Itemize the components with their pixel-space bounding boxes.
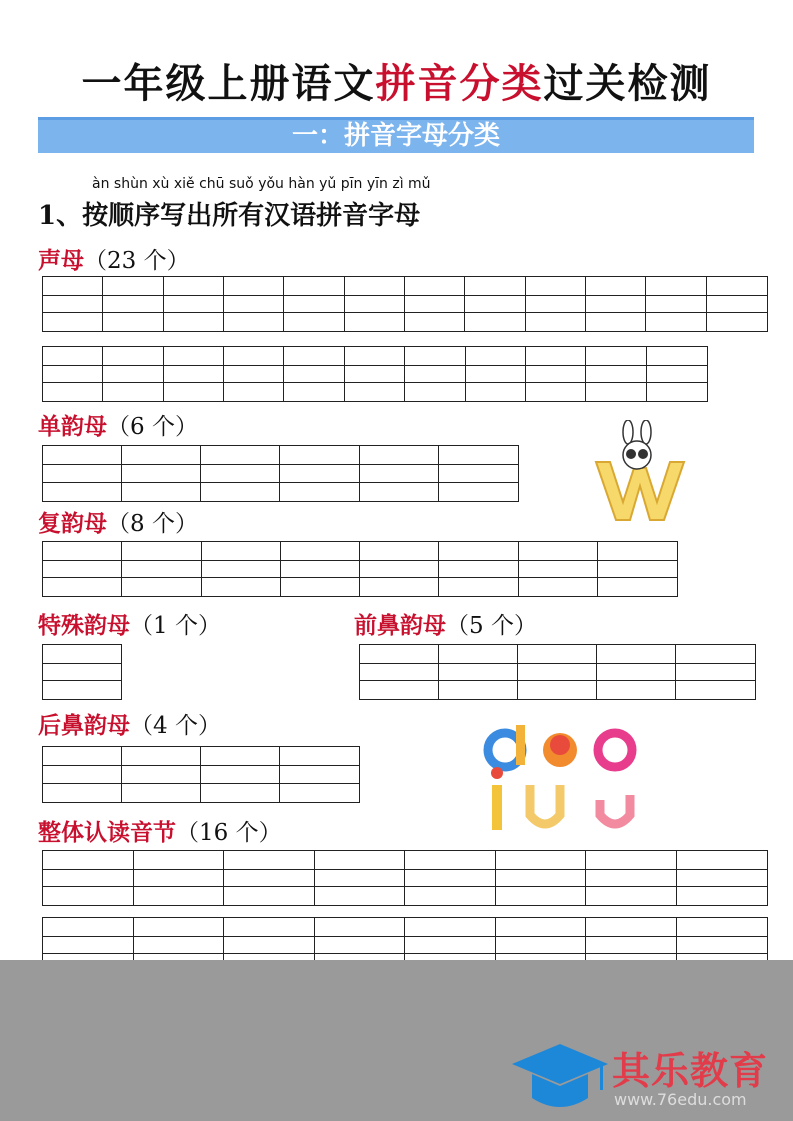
- graduation-cap-icon: [510, 1042, 610, 1114]
- grid-fuyunmu[interactable]: [42, 541, 678, 597]
- letter-w-bunny-illustration: [590, 420, 690, 528]
- grid-qianbi[interactable]: [359, 644, 756, 700]
- brand-name: 其乐教育: [612, 1049, 769, 1093]
- grid-danyunmu[interactable]: [42, 445, 519, 502]
- grid-houbi[interactable]: [42, 746, 360, 803]
- title-suffix: 过关检测: [543, 61, 712, 107]
- page-title: [0, 52, 793, 109]
- label-zhengti: 整体认读音节（16 个）: [38, 819, 282, 846]
- brand-url: www.76edu.com: [614, 1090, 747, 1109]
- label-shengmu: 声母（23 个）: [38, 247, 190, 274]
- grid-shengmu-row1[interactable]: [42, 276, 768, 332]
- label-fuyunmu: 复韵母（8 个）: [38, 510, 198, 537]
- question-text: 1、按顺序写出所有汉语拼音字母: [38, 201, 421, 231]
- title-prefix: 一年级上册语文: [81, 61, 376, 107]
- question-pinyin: àn shùn xù xiě chū suǒ yǒu hàn yǔ pīn yīn zì mǔ: [92, 176, 431, 192]
- label-teshu: 特殊韵母（1 个）: [38, 612, 221, 639]
- section-banner: 一：拼音字母分类: [38, 117, 754, 153]
- label-danyunmu: 单韵母（6 个）: [38, 413, 198, 440]
- label-houbi: 后鼻韵母（4 个）: [38, 712, 221, 739]
- grid-shengmu-row2[interactable]: [42, 346, 708, 402]
- label-qianbi: 前鼻韵母（5 个）: [354, 612, 537, 639]
- grid-teshu[interactable]: [42, 644, 122, 700]
- grid-zhengti-row1[interactable]: [42, 850, 768, 906]
- title-highlight: 拼音分类: [375, 61, 544, 107]
- vowel-letters-illustration: [480, 715, 670, 840]
